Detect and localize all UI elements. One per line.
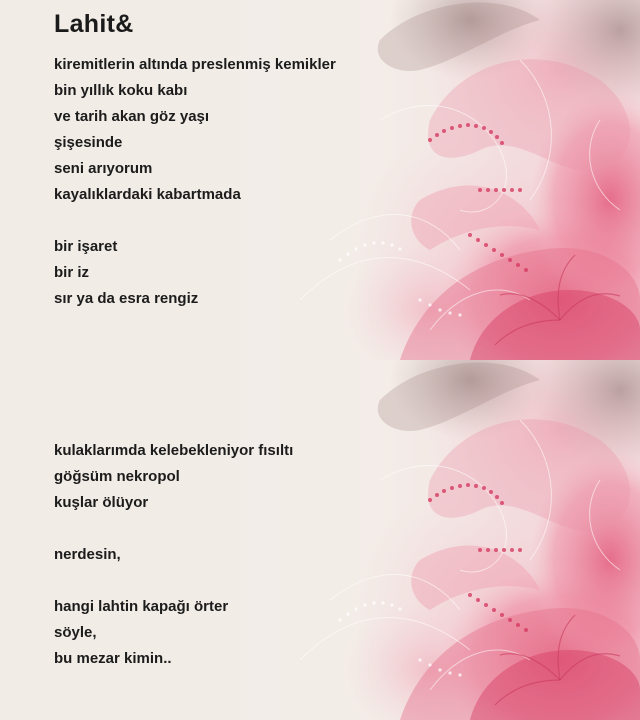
poem-line: söyle, [54, 624, 97, 641]
poem-line: nerdesin, [54, 546, 121, 563]
poem-line: bu mezar kimin.. [54, 650, 172, 667]
poem-card-bottom [0, 360, 640, 720]
poem-line: ve tarih akan göz yaşı [54, 108, 210, 125]
poem-line: kuşlar ölüyor [54, 494, 149, 511]
poem-line: hangi lahtin kapağı örter [54, 598, 229, 615]
poem-line: bir işaret [54, 238, 118, 255]
poem-line: kayalıklardaki kabartmada [54, 186, 241, 203]
poem-title: Lahit& [54, 10, 134, 38]
stanza-3 [54, 438, 293, 516]
poem-line: bir iz [54, 264, 90, 281]
stanza-5 [54, 594, 228, 672]
poem-line: bin yıllık koku kabı [54, 82, 188, 99]
stanza-1 [54, 52, 336, 208]
poem-line: seni arıyorum [54, 160, 153, 177]
poem-line: şişesinde [54, 134, 123, 151]
poem-line: sır ya da esra rengiz [54, 290, 199, 307]
stanza-4 [54, 542, 121, 568]
stanza-2 [54, 234, 198, 312]
poem-line: kiremitlerin altında preslenmiş kemikler [54, 56, 336, 73]
poem-line: göğsüm nekropol [54, 468, 180, 485]
poem-line: kulaklarımda kelebekleniyor fısıltı [54, 442, 294, 459]
